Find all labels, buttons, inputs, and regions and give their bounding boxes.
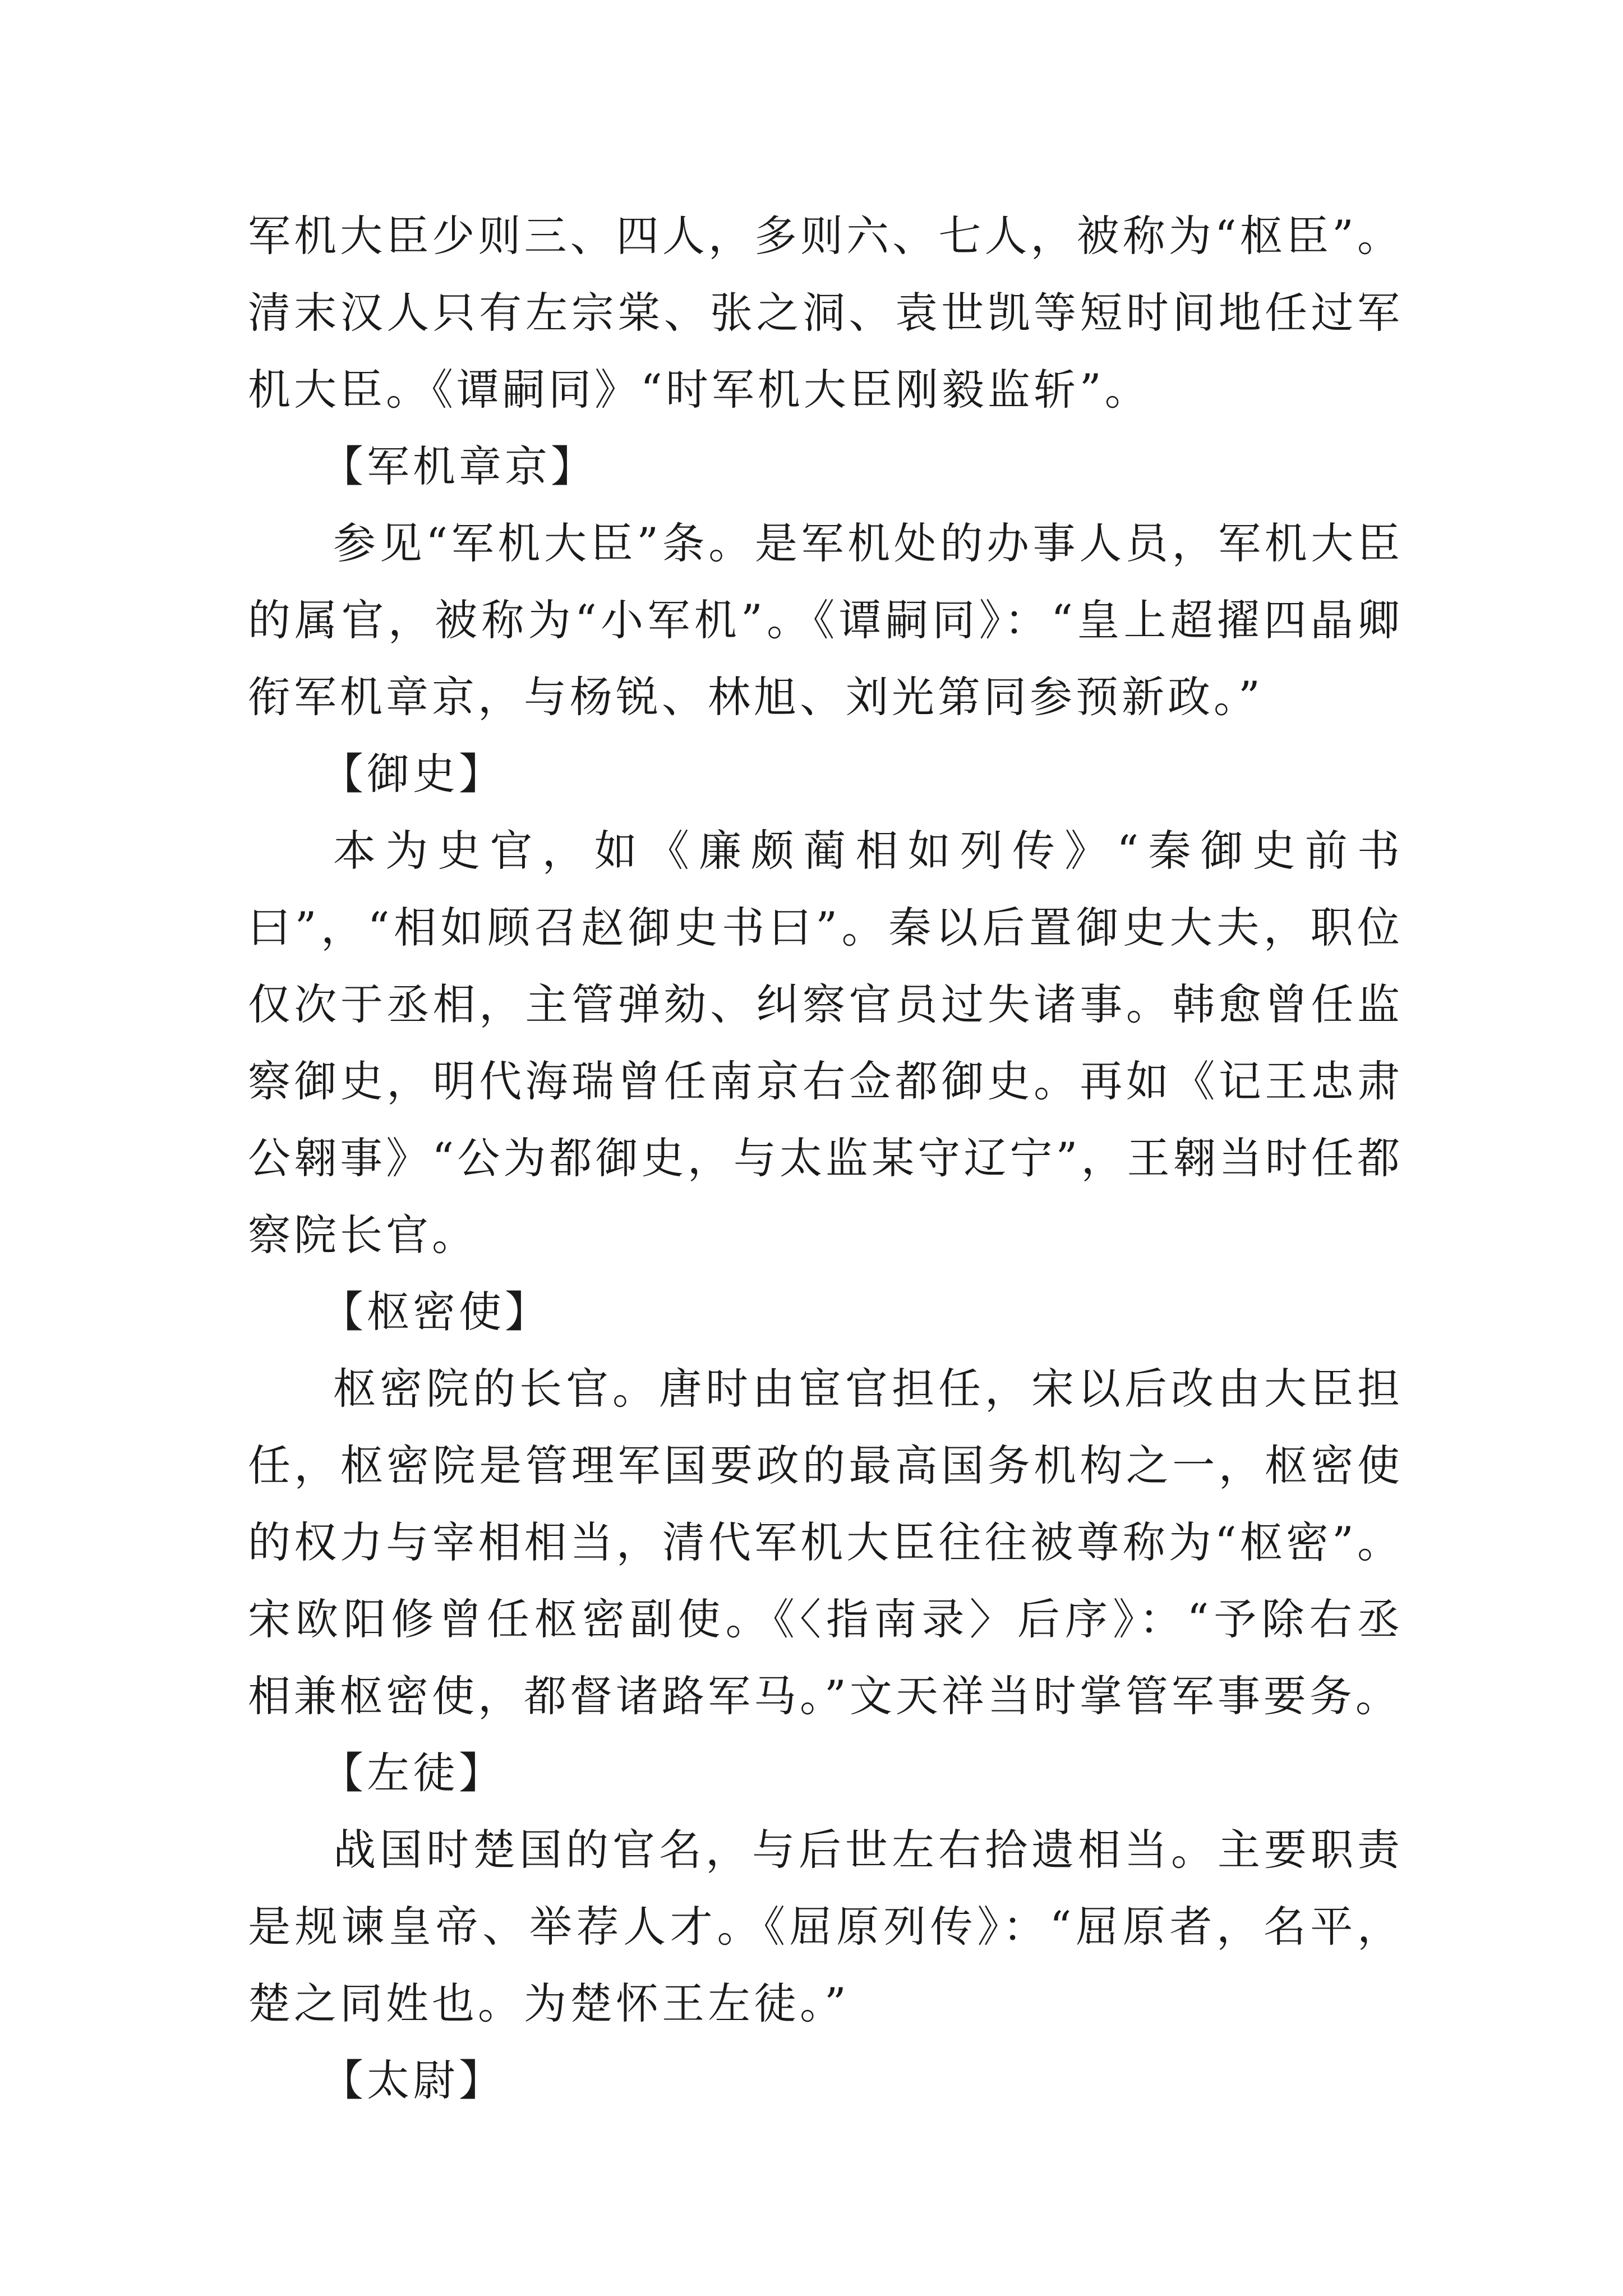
paragraph-zuotu: 战国时楚国的官名，与后世左右拾遗相当。主要职责是规谏皇帝、举荐人才。《屈原列传》：“屈原者，名平，楚之同姓也。为楚怀王左徒。” [248,1825,1403,2028]
paragraph-shumishi: 枢密院的长官。唐时由宦官担任，宋以后改由大臣担任，枢密院是管理军国要政的最高国务机构之一，枢密使的权力与宰相相当，清代军机大臣往往被尊称为“枢密”。宋欧阳修曾任枢密副使。《〈指南录〉后序》：“予除右丞相兼枢密使，都督诸路军马。”文天祥当时掌管军事要务。 [248,1364,1403,1721]
paragraph-junji-dachen-cont: 军机大臣少则三、四人，多则六、七人，被称为“枢臣”。清末汉人只有左宗棠、张之洞、袁世凯等短时间地任过军机大臣。《谭嗣同》“时军机大臣刚毅监斩”。 [248,211,1403,415]
heading-zuotu: 【左徒】 [321,1748,505,1798]
document-body [248,197,1403,2119]
heading-taiwei: 【太尉】 [321,2055,505,2105]
heading-junji-zhangjing: 【军机章京】 [321,441,597,491]
paragraph-yushi: 本为史官，如《廉颇蔺相如列传》“秦御史前书曰”，“相如顾召赵御史书曰”。秦以后置御史大夫，职位仅次于丞相，主管弹劾、纠察官员过失诸事。韩愈曾任监察御史，明代海瑞曾任南京右佥都御史。再如《记王忠肃公翱事》“公为都御史，与太监某守辽宁”，王翱当时任都察院长官。 [248,826,1403,1260]
paragraph-junji-zhangjing: 参见“军机大臣”条。是军机处的办事人员，军机大臣的属官，被称为“小军机”。《谭嗣同》：“皇上超擢四晶卿衔军机章京，与杨锐、林旭、刘光第同参预新政。” [248,518,1403,722]
heading-shumishi: 【枢密使】 [321,1287,551,1337]
heading-yushi: 【御史】 [321,749,505,799]
